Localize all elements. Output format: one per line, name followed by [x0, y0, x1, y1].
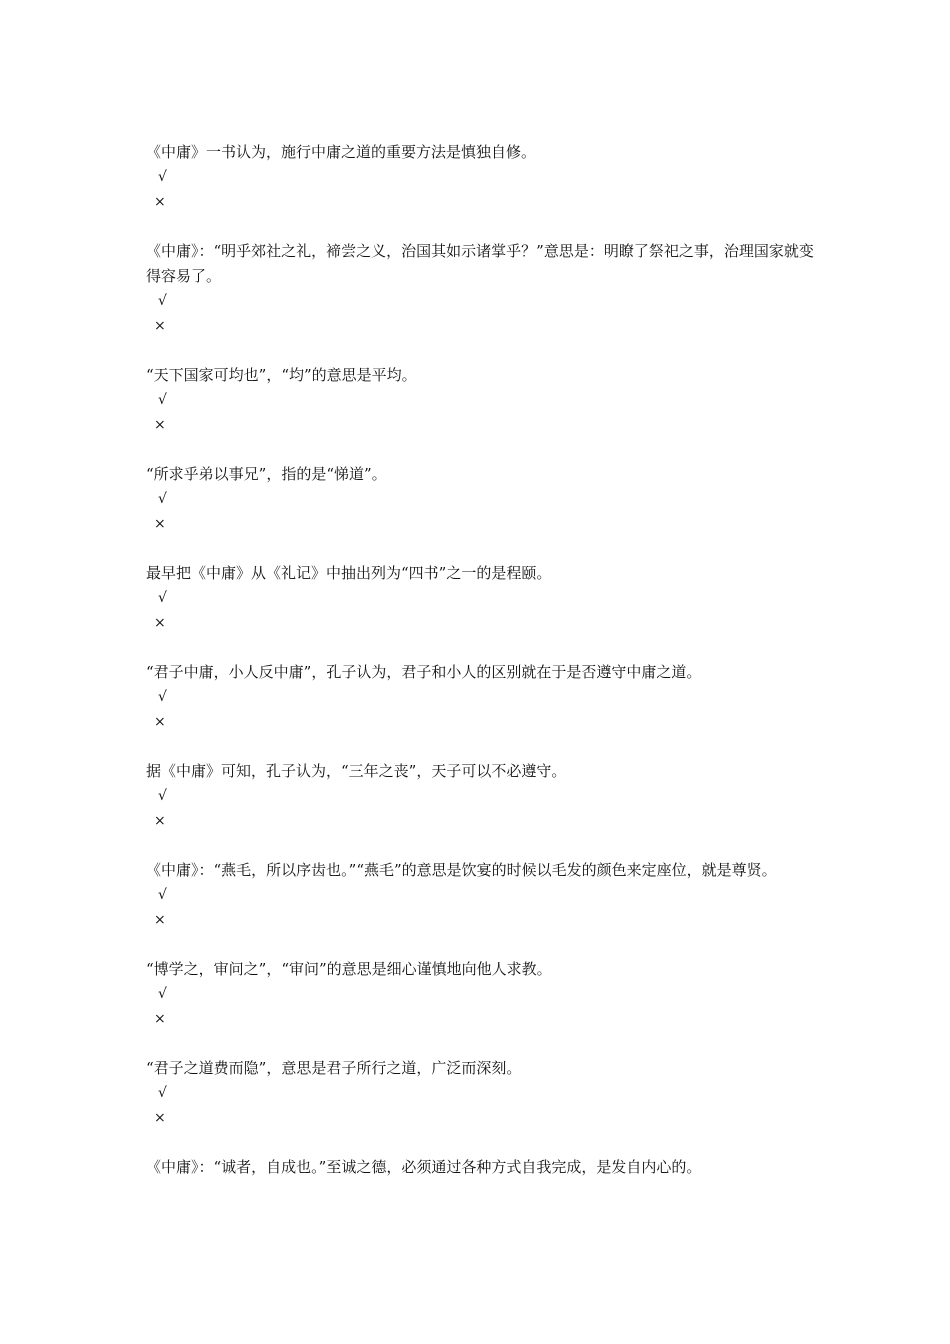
false-option[interactable]: ×	[154, 194, 166, 210]
question-9	[146, 957, 816, 1056]
false-option[interactable]: ×	[154, 714, 166, 730]
question-text: 《中庸》：“诚者，自成也。”至诚之德，必须通过各种方式自我完成，是发自内心的。	[146, 1158, 702, 1176]
true-option[interactable]: √	[158, 689, 167, 705]
question-text: 《中庸》：“燕毛，所以序齿也。”“燕毛”的意思是饮宴的时候以毛发的颜色来定座位，就是尊贤。	[146, 861, 777, 879]
question-text: “博学之，审问之”，“审问”的意思是细心谨慎地向他人求教。	[146, 960, 552, 978]
question-text: 据《中庸》可知，孔子认为，“三年之丧”，天子可以不必遵守。	[146, 762, 567, 780]
true-option[interactable]: √	[158, 293, 167, 309]
true-option[interactable]: √	[158, 590, 167, 606]
question-4	[146, 462, 816, 561]
question-text: 《中庸》：“明乎郊社之礼，褅尝之义，治国其如示诸掌乎？”意思是：明瞭了祭祀之事，治理国家就变得容易了。	[146, 242, 814, 285]
false-option[interactable]: ×	[154, 813, 166, 829]
true-option[interactable]: √	[158, 887, 167, 903]
question-8	[146, 858, 816, 957]
true-option[interactable]: √	[158, 392, 167, 408]
false-option[interactable]: ×	[154, 417, 166, 433]
false-option[interactable]: ×	[154, 1110, 166, 1126]
question-5	[146, 561, 816, 660]
false-option[interactable]: ×	[154, 615, 166, 631]
question-3	[146, 363, 816, 462]
false-option[interactable]: ×	[154, 912, 166, 928]
true-option[interactable]: √	[158, 788, 167, 804]
false-option[interactable]: ×	[154, 1011, 166, 1027]
question-10	[146, 1056, 816, 1155]
question-11	[146, 1155, 816, 1180]
true-option[interactable]: √	[158, 986, 167, 1002]
question-1	[146, 140, 816, 239]
question-6	[146, 660, 816, 759]
false-option[interactable]: ×	[154, 516, 166, 532]
question-text: “所求乎弟以事兄”，指的是“悌道”。	[146, 465, 387, 483]
question-text: 最早把《中庸》从《礼记》中抽出列为“四书”之一的是程颐。	[146, 564, 552, 582]
true-option[interactable]: √	[158, 1085, 167, 1101]
question-list	[146, 140, 816, 1180]
question-text: “天下国家可均也”，“均”的意思是平均。	[146, 366, 417, 384]
question-7	[146, 759, 816, 858]
true-option[interactable]: √	[158, 169, 167, 185]
true-option[interactable]: √	[158, 491, 167, 507]
false-option[interactable]: ×	[154, 318, 166, 334]
question-text: “君子中庸，小人反中庸”，孔子认为，君子和小人的区别就在于是否遵守中庸之道。	[146, 663, 702, 681]
question-text: “君子之道费而隐”，意思是君子所行之道，广泛而深刻。	[146, 1059, 522, 1077]
question-2	[146, 239, 816, 363]
question-text: 《中庸》一书认为，施行中庸之道的重要方法是慎独自修。	[146, 143, 537, 161]
